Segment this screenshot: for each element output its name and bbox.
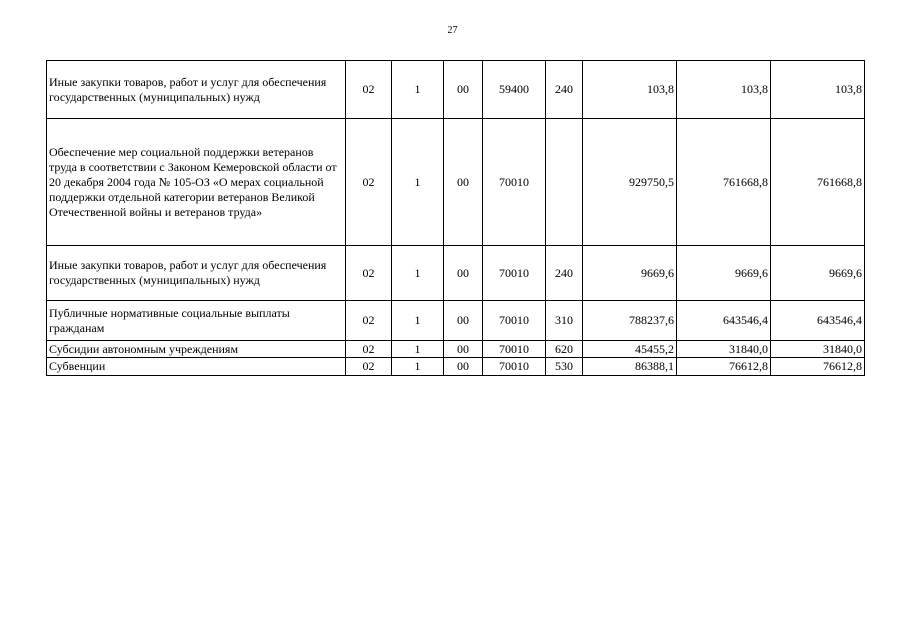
target-code: 70010 [483, 119, 546, 246]
target-code: 70010 [483, 246, 546, 301]
amount-year-3: 31840,0 [771, 341, 865, 358]
row-name: Иные закупки товаров, работ и услуг для обеспечения государственных (муниципальных) нужд [47, 246, 346, 301]
amount-year-3: 643546,4 [771, 301, 865, 341]
page-number: 27 [447, 25, 458, 36]
target-code: 70010 [483, 301, 546, 341]
amount-year-2: 643546,4 [677, 301, 771, 341]
target-code: 59400 [483, 61, 546, 119]
program-code: 1 [392, 246, 444, 301]
amount-year-1: 788237,6 [583, 301, 677, 341]
budget-table [46, 60, 865, 376]
program-code: 1 [392, 119, 444, 246]
amount-year-1: 929750,5 [583, 119, 677, 246]
amount-year-2: 9669,6 [677, 246, 771, 301]
row-name: Обеспечение мер социальной поддержки ветеранов труда в соответствии с Законом Кемеровской области от 20 декабря 2004 года № 105-ОЗ «О мерах социальной поддержки отдельной категории ветеранов Великой Отечественной войны и ветеранов труда» [47, 119, 346, 246]
program-code: 1 [392, 61, 444, 119]
table-row [47, 119, 865, 246]
expense-type-code: 240 [546, 246, 583, 301]
subprogram-code: 00 [444, 61, 483, 119]
subprogram-code: 00 [444, 341, 483, 358]
amount-year-1: 45455,2 [583, 341, 677, 358]
amount-year-2: 103,8 [677, 61, 771, 119]
amount-year-1: 86388,1 [583, 358, 677, 376]
amount-year-3: 761668,8 [771, 119, 865, 246]
amount-year-3: 76612,8 [771, 358, 865, 376]
subprogram-code: 00 [444, 246, 483, 301]
table-row [47, 61, 865, 119]
section-code: 02 [346, 119, 392, 246]
expense-type-code: 530 [546, 358, 583, 376]
table-row [47, 358, 865, 376]
expense-type-code [546, 119, 583, 246]
subprogram-code: 00 [444, 119, 483, 246]
table-row [47, 301, 865, 341]
section-code: 02 [346, 301, 392, 341]
row-name: Иные закупки товаров, работ и услуг для обеспечения государственных (муниципальных) нужд [47, 61, 346, 119]
target-code: 70010 [483, 341, 546, 358]
section-code: 02 [346, 61, 392, 119]
subprogram-code: 00 [444, 301, 483, 341]
row-name: Субвенции [47, 358, 346, 376]
table-row [47, 246, 865, 301]
amount-year-2: 31840,0 [677, 341, 771, 358]
target-code: 70010 [483, 358, 546, 376]
amount-year-2: 761668,8 [677, 119, 771, 246]
program-code: 1 [392, 341, 444, 358]
amount-year-1: 9669,6 [583, 246, 677, 301]
table-row [47, 341, 865, 358]
subprogram-code: 00 [444, 358, 483, 376]
amount-year-2: 76612,8 [677, 358, 771, 376]
row-name: Публичные нормативные социальные выплаты гражданам [47, 301, 346, 341]
section-code: 02 [346, 358, 392, 376]
amount-year-3: 103,8 [771, 61, 865, 119]
expense-type-code: 620 [546, 341, 583, 358]
expense-type-code: 310 [546, 301, 583, 341]
section-code: 02 [346, 341, 392, 358]
program-code: 1 [392, 358, 444, 376]
expense-type-code: 240 [546, 61, 583, 119]
program-code: 1 [392, 301, 444, 341]
amount-year-3: 9669,6 [771, 246, 865, 301]
section-code: 02 [346, 246, 392, 301]
amount-year-1: 103,8 [583, 61, 677, 119]
row-name: Субсидии автономным учреждениям [47, 341, 346, 358]
